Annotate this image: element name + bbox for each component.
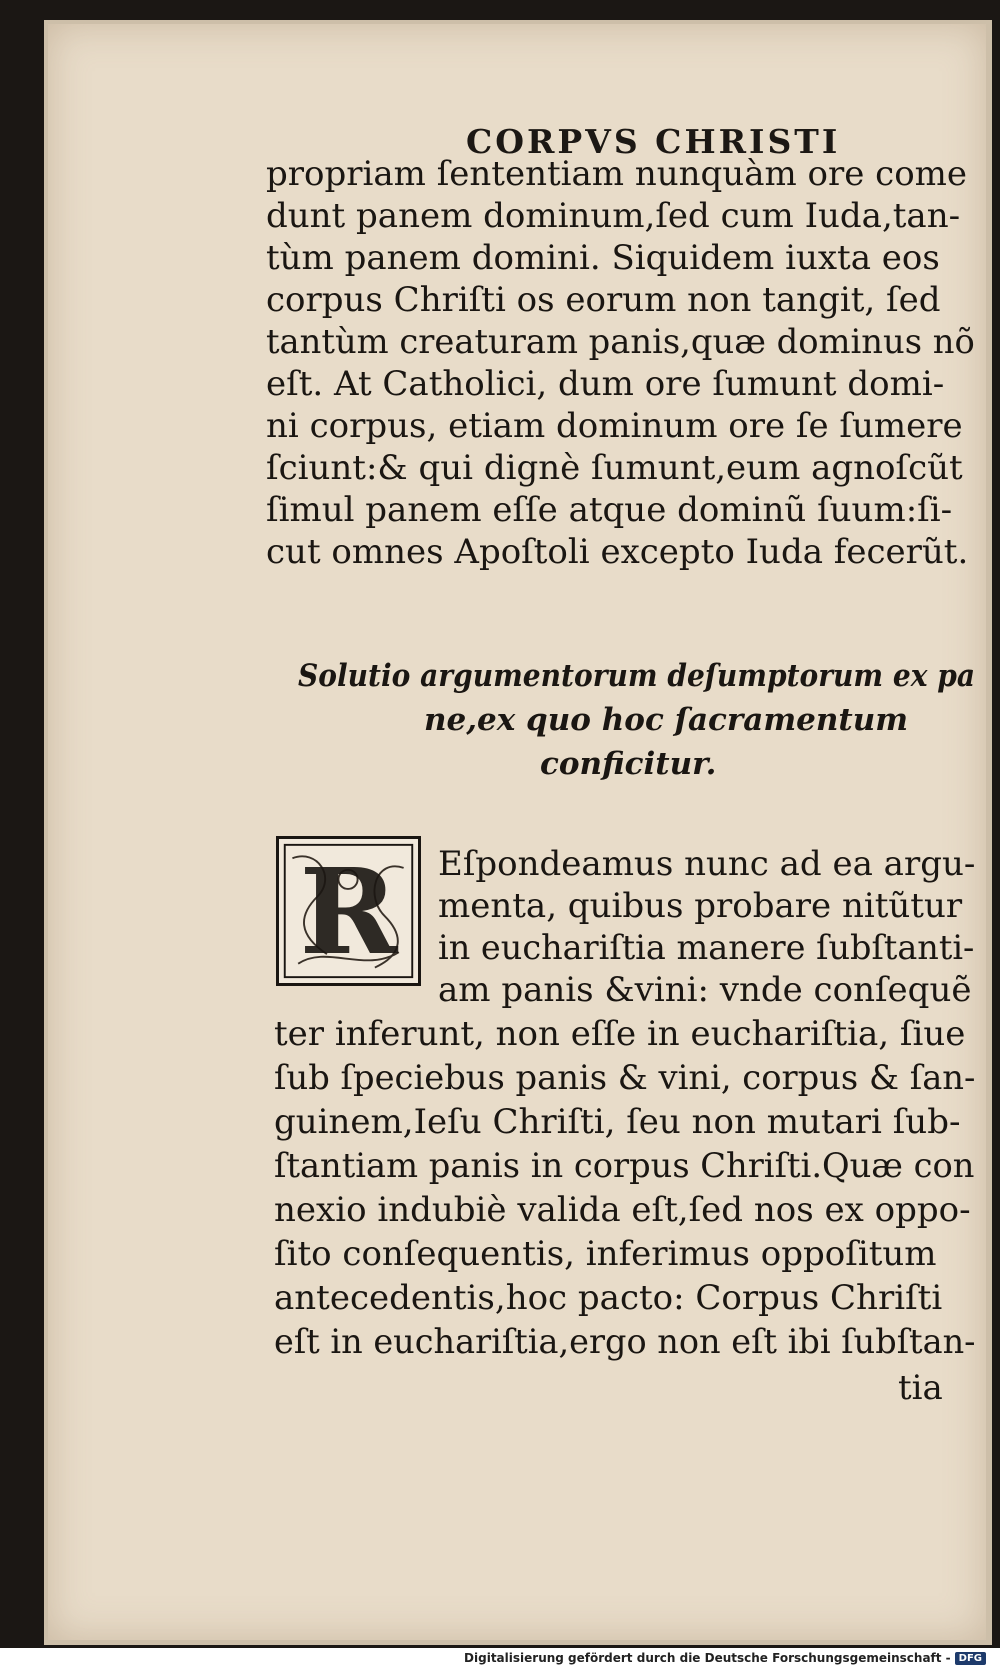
text-line: dunt panem dominum,ſed cum Iuda,tan- <box>266 196 961 236</box>
section-caption-line: ne,ex quo hoc ſacramentum <box>424 702 909 738</box>
section-caption-line: Solutio argumentorum deſumptorum ex pa <box>298 658 976 694</box>
running-head: CORPVS CHRISTI <box>466 122 841 161</box>
text-line: ſito conſequentis, inferimus oppoſitum <box>274 1234 937 1274</box>
text-line: cut omnes Apoſtoli excepto Iuda fecerũt. <box>266 532 969 572</box>
text-line: guinem,Ieſu Chriſti, ſeu non mutari ſub- <box>274 1102 961 1142</box>
text-line: ſtantiam panis in corpus Chriſti.Quæ con <box>274 1146 975 1186</box>
text-line: propriam ſententiam nunquàm ore come <box>266 154 968 194</box>
digitization-credit <box>464 1651 986 1665</box>
text-line: antecedentis,hoc pacto: Corpus Chriſti <box>274 1278 943 1318</box>
text-line: eſt. At Catholici, dum ore ſumunt domi- <box>266 364 945 404</box>
text-line: nexio indubiè valida eſt,ſed nos ex oppo- <box>274 1190 971 1230</box>
text-line: corpus Chriſti os eorum non tangit, ſed <box>266 280 941 320</box>
section-caption-line: conficitur. <box>540 746 717 782</box>
credit-text: Digitalisierung gefördert durch die Deutsche Forschungsgemeinschaft - <box>464 1651 951 1665</box>
initial-letter: R <box>299 841 398 981</box>
text-line: ni corpus, etiam dominum ore ſe ſumere <box>266 406 963 446</box>
text-line: ſciunt:& qui dignè ſumunt,eum agnoſcũt <box>266 448 963 488</box>
text-line: menta, quibus probare nitũtur <box>438 886 963 926</box>
decorated-initial <box>276 836 421 986</box>
text-line: tùm panem domini. Siquidem iuxta eos <box>266 238 940 278</box>
text-line: in euchariſtia manere ſubſtanti- <box>438 928 975 968</box>
text-line: ter inferunt, non eſſe in euchariſtia, ſiue <box>274 1014 966 1054</box>
dfg-logo: DFG <box>955 1652 986 1665</box>
text-line: eſt in euchariſtia,ergo non eſt ibi ſubſtan- <box>274 1322 976 1362</box>
text-line: tantùm creaturam panis,quæ dominus nõ <box>266 322 975 362</box>
text-line: Eſpondeamus nunc ad ea argu- <box>438 844 976 884</box>
text-line: am panis &vini: vnde conſequẽ <box>438 970 972 1010</box>
text-line: ſub ſpeciebus panis & vini, corpus & ſan- <box>274 1058 976 1098</box>
text-line: ſimul panem eſſe atque dominũ ſuum:ſi- <box>266 490 953 530</box>
catchword: tia <box>898 1368 943 1408</box>
